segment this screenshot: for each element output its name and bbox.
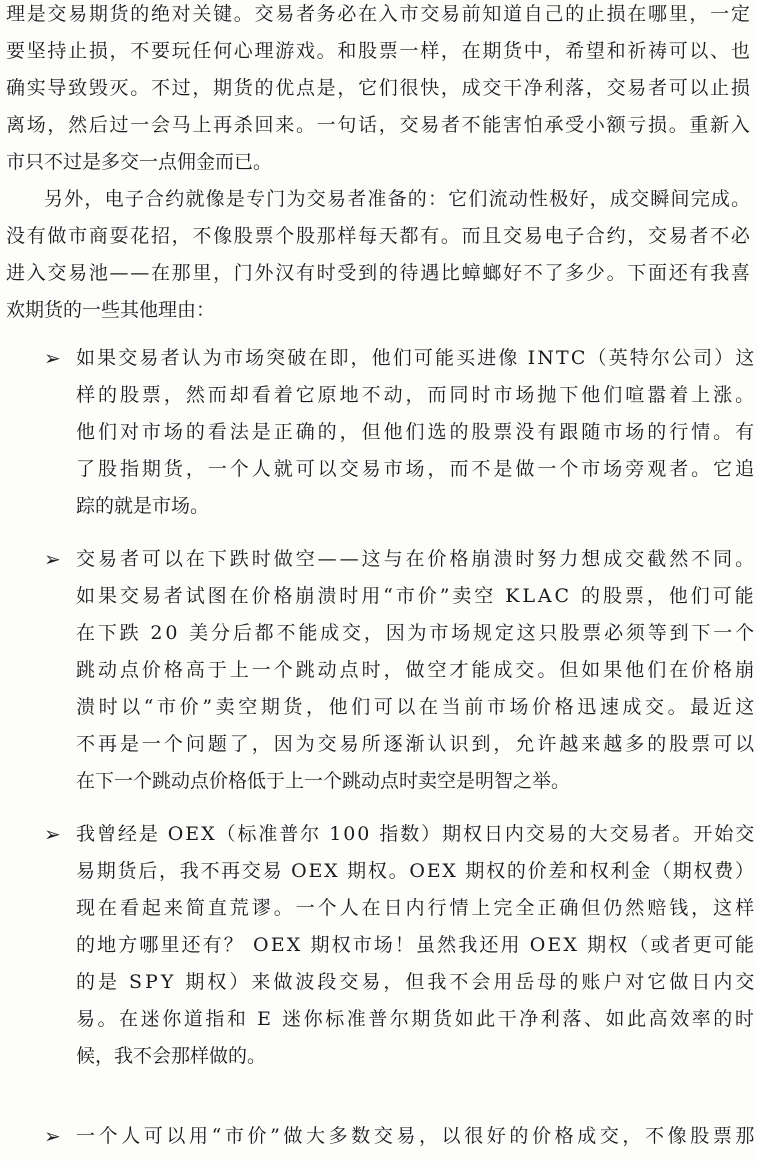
paragraph-line: 理是交易期货的绝对关键。交易者务必在入市交易前知道自己的止损在哪里，一定 — [6, 3, 752, 25]
paragraph-line: 要坚持止损，不要玩任何心理游戏。和股票一样，在期货中，希望和祈祷可以、也 — [6, 40, 752, 62]
bullet-line: 踪的就是市场。 — [76, 495, 210, 517]
paragraph-line: 确实导致毁灭。不过，期货的优点是，它们很快，成交干净利落，交易者可以止损 — [6, 77, 752, 99]
bullet-arrow-icon: ➢ — [44, 822, 61, 846]
bullet-line: 的地方哪里还有？ OEX 期权市场！虽然我还用 OEX 期权（或者更可能 — [76, 934, 757, 956]
bullet-line: 候，我不会那样做的。 — [76, 1045, 267, 1067]
bullet-line: 他们对市场的看法是正确的，但他们选的股票没有跟随市场的行情。有 — [76, 421, 758, 443]
bullet-line: 跳动点价格高于上一个跳动点时，做空才能成交。但如果他们在价格崩 — [76, 659, 758, 681]
paragraph-line: 离场，然后过一会马上再杀回来。一句话，交易者不能害怕承受小额亏损。重新入 — [6, 114, 752, 136]
bullet-line: 如果交易者认为市场突破在即，他们可能买进像 INTC（英特尔公司）这 — [76, 347, 757, 369]
bullet-line: 在下一个跳动点价格低于上一个跳动点时卖空是明智之举。 — [76, 770, 571, 792]
bullet-line: 交易者可以在下跌时做空——这与在价格崩溃时努力想成交截然不同。 — [76, 548, 758, 570]
bullet-line: 不再是一个问题了，因为交易所逐渐认识到，允许越来越多的股票可以 — [76, 733, 758, 755]
paragraph-line: 欢期货的一些其他理由： — [6, 299, 216, 321]
bullet-line: 易。在迷你道指和 E 迷你标准普尔期货如此干净利落、如此高效率的时 — [76, 1008, 757, 1030]
bullet-arrow-icon: ➢ — [44, 547, 61, 571]
bullet-line: 的是 SPY 期权）来做波段交易，但我不会用岳母的账户对它做日内交 — [76, 971, 758, 993]
paragraph-line: 另外，电子合约就像是专门为交易者准备的：它们流动性极好，成交瞬间完成。 — [44, 188, 752, 210]
bullet-arrow-icon: ➢ — [44, 346, 61, 370]
bullet-line: 样的股票，然而却看着它原地不动，而同时市场抛下他们喧嚣着上涨。 — [76, 384, 758, 406]
bullet-line: 我曾经是 OEX（标准普尔 100 指数）期权日内交易的大交易者。开始交 — [76, 823, 757, 845]
bullet-arrow-icon: ➢ — [44, 1124, 61, 1148]
bullet-line: 一个人可以用“市价”做大多数交易，以很好的价格成交，不像股票那 — [76, 1125, 758, 1147]
bullet-line: 溃时以“市价”卖空期货，他们可以在当前市场价格迅速成交。最近这 — [76, 696, 758, 718]
bullet-line: 现在看起来简直荒谬。一个人在日内行情上完全正确但仍然赔钱，这样 — [76, 897, 758, 919]
bullet-line: 了股指期货，一个人就可以交易市场，而不是做一个市场旁观者。它追 — [76, 458, 758, 480]
paragraph-line: 市只不过是多交一点佣金而已。 — [6, 151, 273, 173]
bullet-line: 易期货后，我不再交易 OEX 期权。OEX 期权的价差和权利金（期权费） — [76, 860, 756, 882]
bullet-line: 在下跌 20 美分后都不能成交，因为市场规定这只股票必须等到下一个 — [76, 622, 757, 644]
paragraph-line: 进入交易池——在那里，门外汉有时受到的待遇比蟑螂好不了多少。下面还有我喜 — [6, 262, 752, 284]
bullet-line: 如果交易者试图在价格崩溃时用“市价”卖空 KLAC 的股票，他们可能 — [76, 585, 757, 607]
paragraph-line: 没有做市商耍花招，不像股票个股那样每天都有。而且交易电子合约，交易者不必 — [6, 225, 752, 247]
